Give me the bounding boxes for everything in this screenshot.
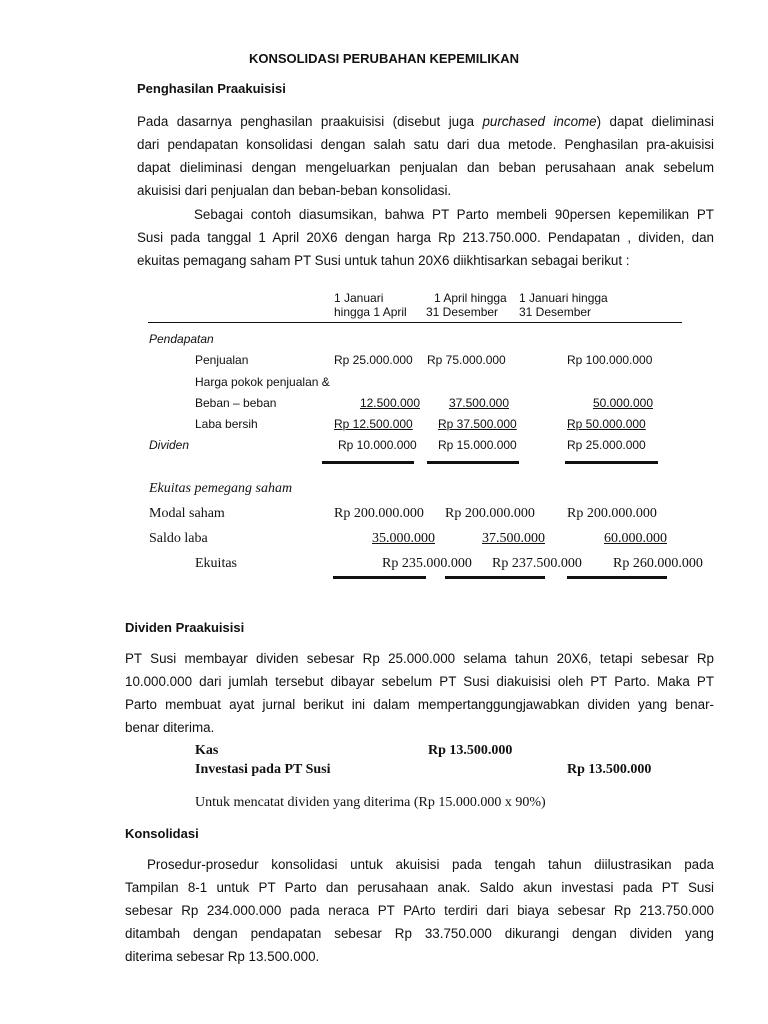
section-heading-konsolidasi: Konsolidasi [125, 826, 199, 841]
cell-ekuitas-1: Rp 235.000.000 [382, 556, 472, 571]
cell-penjualan-3: Rp 100.000.000 [567, 353, 653, 367]
journal-credit-amount: Rp 13.500.000 [567, 762, 652, 777]
double-rule-dividen-3 [565, 461, 658, 464]
paragraph-1 [137, 110, 714, 202]
cell-laba-3: Rp 50.000.000 [567, 417, 646, 431]
cell-dividen-2: Rp 15.000.000 [438, 438, 517, 452]
cell-beban-1: 12.500.000 [359, 396, 420, 410]
paragraph-3-line-2: 10.000.000 dari jumlah tersebut dibayar sebelum PT Susi diakuisisi oleh PT Parto. Maka PT [125, 674, 714, 689]
double-rule-dividen-2 [427, 461, 519, 464]
row-label-laba: Laba bersih [195, 417, 258, 431]
row-label-hpp: Harga pokok penjualan & [195, 375, 330, 389]
section-heading-praakuisisi: Penghasilan Praakuisisi [137, 81, 286, 96]
cell-laba-1: Rp 12.500.000 [334, 417, 413, 431]
paragraph-1-line-2: dari pendapatan konsolidasi dengan salah satu dari dua metode. Penghasilan pra-akuisisi [137, 137, 714, 152]
paragraph-3-line-3: Parto membuat ayat jurnal berikut ini dalam mempertanggungjawabkan dividen yang benar- [125, 697, 714, 712]
col-header-2: 1 April hingga 31 Desember [426, 291, 507, 319]
cell-ekuitas-3: Rp 260.000.000 [613, 556, 703, 571]
paragraph-4 [125, 853, 714, 968]
section-pendapatan: Pendapatan [149, 332, 214, 346]
cell-ekuitas-2: Rp 237.500.000 [492, 556, 582, 571]
row-label-beban: Beban – beban [195, 396, 277, 410]
row-label-penjualan: Penjualan [195, 353, 249, 367]
row-label-saldo: Saldo laba [149, 531, 208, 546]
row-label-ekuitas: Ekuitas [195, 556, 237, 571]
paragraph-2-line-1: Sebagai contoh diasumsikan, bahwa PT Parto membeli 90persen kepemilikan PT [194, 207, 714, 222]
paragraph-2-line-3: ekuitas pemagang saham PT Susi untuk tahun 20X6 diikhtisarkan sebagai berikut : [137, 253, 630, 268]
cell-penjualan-1: Rp 25.000.000 [334, 353, 413, 367]
row-label-dividen: Dividen [149, 438, 190, 452]
paragraph-4-line-5: diterima sebesar Rp 13.500.000. [125, 949, 320, 964]
cell-modal-1: Rp 200.000.000 [334, 506, 424, 521]
journal-credit-account: Investasi pada PT Susi [195, 762, 331, 777]
paragraph-1-line-3: dapat dieliminasi dengan mengeluarkan penjualan dan beban perusahaan anak sebelum [137, 160, 714, 175]
journal-debit-amount: Rp 13.500.000 [428, 743, 513, 758]
cell-saldo-3: 60.000.000 [604, 531, 667, 546]
paragraph-4-line-1: Prosedur-prosedur konsolidasi untuk akuisisi pada tengah tahun diilustrasikan pada [147, 857, 714, 872]
cell-saldo-1: 35.000.000 [372, 531, 435, 546]
cell-beban-2: 37.500.000 [448, 396, 509, 410]
row-label-modal: Modal saham [149, 506, 225, 521]
section-heading-dividen: Dividen Praakuisisi [125, 620, 245, 635]
double-rule-ekuitas-1 [333, 576, 426, 579]
paragraph-2 [137, 203, 714, 272]
paragraph-3-line-1: PT Susi membayar dividen sebesar Rp 25.000.000 selama tahun 20X6, tetapi sebesar Rp [125, 651, 714, 666]
col-header-3: 1 Januari hingga 31 Desember [519, 291, 608, 319]
paragraph-4-line-2: Tampilan 8-1 untuk PT Parto dan perusahaan anak. Saldo akun investasi pada PT Susi [125, 880, 714, 895]
cell-saldo-2: 37.500.000 [482, 531, 545, 546]
page-title: KONSOLIDASI PERUBAHAN KEPEMILIKAN [248, 51, 520, 66]
cell-dividen-1: Rp 10.000.000 [338, 438, 417, 452]
cell-dividen-3: Rp 25.000.000 [567, 438, 646, 452]
header-rule [148, 322, 682, 323]
paragraph-4-line-3: sebesar Rp 234.000.000 pada neraca PT PArto terdiri dari biaya sebesar Rp 213.750.000 [125, 903, 714, 918]
cell-modal-3: Rp 200.000.000 [567, 506, 657, 521]
double-rule-ekuitas-2 [445, 576, 545, 579]
journal-note: Untuk mencatat dividen yang diterima (Rp 15.000.000 x 90%) [195, 795, 546, 810]
paragraph-2-line-2: Susi pada tanggal 1 April 20X6 dengan harga Rp 213.750.000. Pendapatan , dividen, dan [137, 230, 714, 245]
double-rule-dividen-1 [322, 461, 414, 464]
section-ekuitas: Ekuitas pemegang saham [149, 481, 293, 496]
paragraph-1-line-4: akuisisi dari penjualan dan beban-beban konsolidasi. [137, 183, 452, 198]
journal-debit-account: Kas [195, 743, 219, 758]
col-header-1: 1 Januari hingga 1 April [334, 291, 407, 319]
cell-modal-2: Rp 200.000.000 [445, 506, 535, 521]
paragraph-1-line-1: Pada dasarnya penghasilan praakuisisi (disebut juga purchased income) dapat dieliminasi [137, 114, 714, 129]
paragraph-3 [125, 647, 714, 739]
paragraph-4-line-4: ditambah dengan pendapatan sebesar Rp 33.750.000 dikurangi dengan dividen yang [125, 926, 714, 941]
cell-laba-2: Rp 37.500.000 [438, 417, 517, 431]
cell-penjualan-2: Rp 75.000.000 [427, 353, 506, 367]
double-rule-ekuitas-3 [567, 576, 667, 579]
cell-beban-3: 50.000.000 [592, 396, 653, 410]
paragraph-3-line-4: benar diterima. [125, 720, 215, 735]
